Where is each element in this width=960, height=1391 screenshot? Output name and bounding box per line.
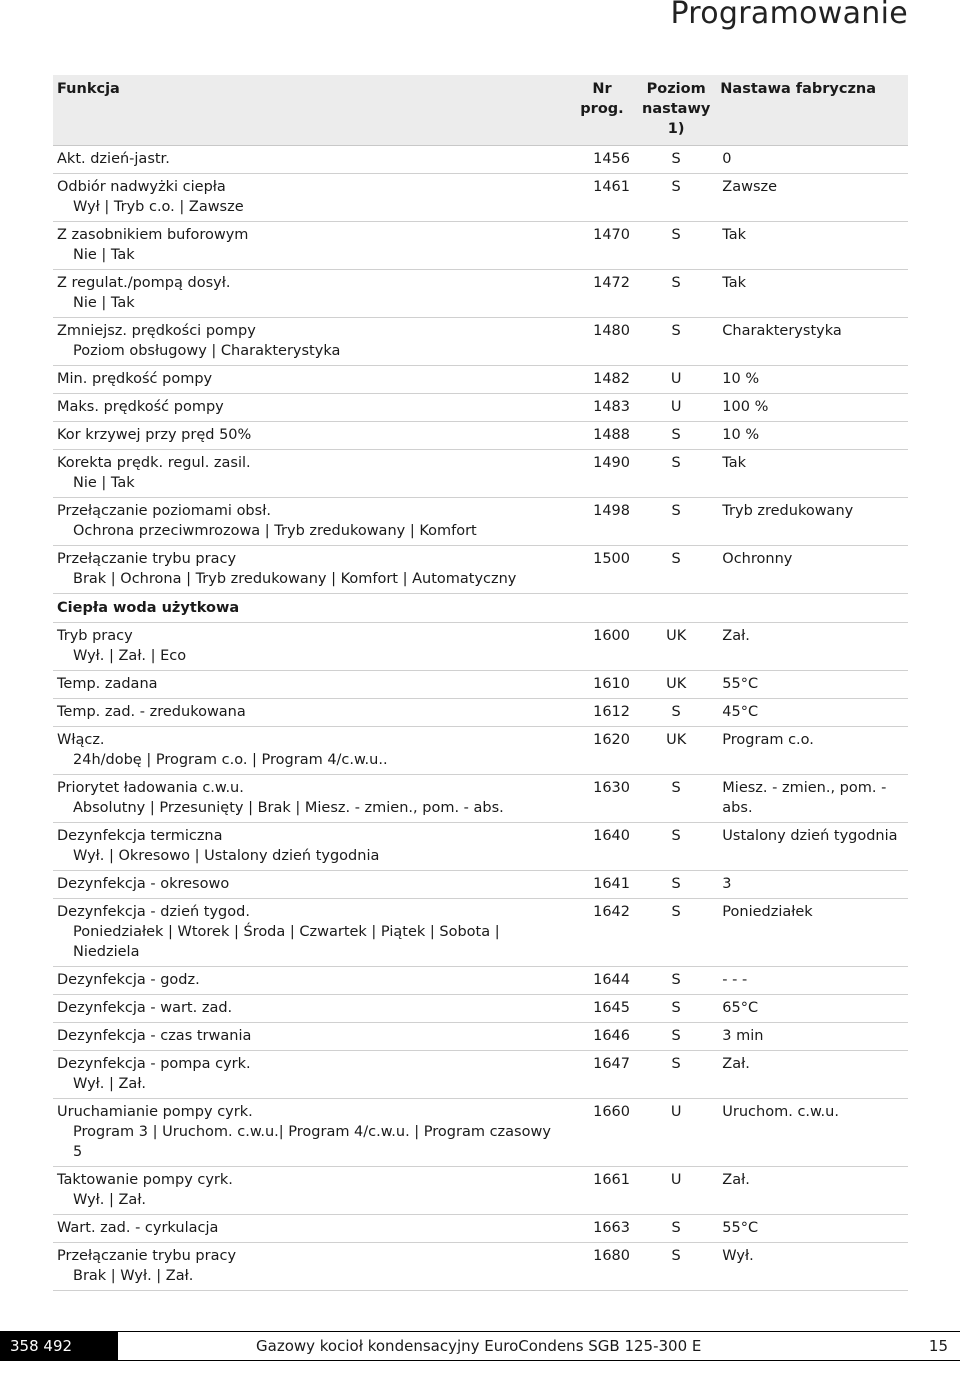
table-row — [53, 222, 908, 270]
function-cell — [53, 366, 566, 394]
header-level: Poziom nastawy 1) — [638, 75, 714, 146]
header-nr: Nr prog. — [566, 75, 638, 146]
program-number: 1610 — [566, 671, 638, 699]
factory-setting: - - - — [714, 967, 908, 995]
program-number: 1500 — [566, 546, 638, 594]
function-label: Temp. zadana — [57, 676, 158, 692]
function-options: Wył. | Zał. | Eco — [73, 648, 187, 664]
function-cell — [53, 671, 566, 699]
function-label: Przełączanie trybu pracy — [57, 1248, 237, 1264]
factory-setting: 65°C — [714, 995, 908, 1023]
setting-level: S — [638, 995, 714, 1023]
setting-level: U — [638, 1099, 714, 1167]
table-row — [53, 995, 908, 1023]
factory-setting: Zał. — [714, 1051, 908, 1099]
program-number: 1461 — [566, 174, 638, 222]
function-label: Kor krzywej przy pręd 50% — [57, 427, 252, 443]
factory-setting: 10 % — [714, 422, 908, 450]
function-cell — [53, 422, 566, 450]
program-number: 1488 — [566, 422, 638, 450]
setting-level: S — [638, 1023, 714, 1051]
function-cell — [53, 623, 566, 671]
factory-setting: Zał. — [714, 623, 908, 671]
factory-setting: 45°C — [714, 699, 908, 727]
function-options: Poniedziałek | Wtorek | Środa | Czwartek | Piątek | Sobota | Niedziela — [73, 924, 500, 960]
program-number: 1482 — [566, 366, 638, 394]
section-title: Ciepła woda użytkowa — [53, 594, 908, 623]
program-number: 1644 — [566, 967, 638, 995]
table-row — [53, 546, 908, 594]
setting-level: S — [638, 318, 714, 366]
function-options: Brak | Wył. | Zał. — [73, 1268, 194, 1284]
function-label: Uruchamianie pompy cyrk. — [57, 1104, 253, 1120]
setting-level: UK — [638, 671, 714, 699]
function-label: Maks. prędkość pompy — [57, 399, 224, 415]
table-row — [53, 623, 908, 671]
setting-level: S — [638, 422, 714, 450]
function-cell — [53, 394, 566, 422]
program-number: 1646 — [566, 1023, 638, 1051]
factory-setting: 3 — [714, 871, 908, 899]
function-cell — [53, 146, 566, 174]
function-cell — [53, 967, 566, 995]
program-number: 1498 — [566, 498, 638, 546]
function-cell — [53, 1051, 566, 1099]
setting-level: U — [638, 394, 714, 422]
function-label: Z zasobnikiem buforowym — [57, 227, 249, 243]
table-row — [53, 1099, 908, 1167]
function-label: Dezynfekcja - pompa cyrk. — [57, 1056, 251, 1072]
setting-level: S — [638, 146, 714, 174]
function-options: Wył. | Zał. — [73, 1192, 147, 1208]
function-label: Taktowanie pompy cyrk. — [57, 1172, 233, 1188]
table-row — [53, 775, 908, 823]
table-row — [53, 899, 908, 967]
function-label: Z regulat./pompą dosył. — [57, 275, 231, 291]
table-row — [53, 146, 908, 174]
page-number: 15 — [908, 1331, 960, 1361]
program-number: 1641 — [566, 871, 638, 899]
function-cell — [53, 995, 566, 1023]
program-number: 1647 — [566, 1051, 638, 1099]
function-options: Nie | Tak — [73, 247, 135, 263]
function-label: Przełączanie trybu pracy — [57, 551, 237, 567]
header-function: Funkcja — [53, 75, 566, 146]
function-label: Priorytet ładowania c.w.u. — [57, 780, 244, 796]
function-options: Absolutny | Przesunięty | Brak | Miesz. - zmien., pom. - abs. — [73, 800, 504, 816]
function-cell — [53, 871, 566, 899]
setting-level: U — [638, 366, 714, 394]
table-row — [53, 1243, 908, 1291]
function-cell — [53, 699, 566, 727]
setting-level: S — [638, 174, 714, 222]
program-number: 1630 — [566, 775, 638, 823]
function-label: Przełączanie poziomami obsł. — [57, 503, 271, 519]
table-body — [53, 146, 908, 1291]
program-number: 1661 — [566, 1167, 638, 1215]
function-cell — [53, 546, 566, 594]
function-options: Program 3 | Uruchom. c.w.u.| Program 4/c.w.u. | Program czasowy 5 — [73, 1124, 551, 1160]
setting-level: S — [638, 699, 714, 727]
factory-setting: Miesz. - zmien., pom. - abs. — [714, 775, 908, 823]
program-number: 1480 — [566, 318, 638, 366]
table-row — [53, 422, 908, 450]
program-number: 1483 — [566, 394, 638, 422]
function-cell — [53, 1243, 566, 1291]
function-cell — [53, 775, 566, 823]
factory-setting: Ustalony dzień tygodnia — [714, 823, 908, 871]
function-cell — [53, 1215, 566, 1243]
factory-setting: 0 — [714, 146, 908, 174]
program-number: 1456 — [566, 146, 638, 174]
program-number: 1642 — [566, 899, 638, 967]
program-number: 1660 — [566, 1099, 638, 1167]
program-number: 1472 — [566, 270, 638, 318]
program-number: 1663 — [566, 1215, 638, 1243]
factory-setting: 3 min — [714, 1023, 908, 1051]
table-row — [53, 318, 908, 366]
page-title: Programowanie — [670, 0, 908, 31]
function-cell — [53, 450, 566, 498]
function-cell — [53, 727, 566, 775]
table-row — [53, 394, 908, 422]
header-factory: Nastawa fabryczna — [714, 75, 908, 146]
table-row — [53, 699, 908, 727]
program-number: 1600 — [566, 623, 638, 671]
function-options: Wył. | Okresowo | Ustalony dzień tygodnia — [73, 848, 380, 864]
factory-setting: 55°C — [714, 1215, 908, 1243]
table-row — [53, 1167, 908, 1215]
setting-level: S — [638, 222, 714, 270]
factory-setting: 55°C — [714, 671, 908, 699]
setting-level: S — [638, 1243, 714, 1291]
table-row — [53, 823, 908, 871]
section-row — [53, 594, 908, 623]
function-label: Dezynfekcja - czas trwania — [57, 1028, 252, 1044]
table-row — [53, 450, 908, 498]
factory-setting: 10 % — [714, 366, 908, 394]
function-label: Dezynfekcja - wart. zad. — [57, 1000, 233, 1016]
setting-level: UK — [638, 623, 714, 671]
function-label: Dezynfekcja termiczna — [57, 828, 223, 844]
setting-level: S — [638, 450, 714, 498]
program-number: 1470 — [566, 222, 638, 270]
function-label: Min. prędkość pompy — [57, 371, 213, 387]
program-number: 1640 — [566, 823, 638, 871]
product-name: Gazowy kocioł kondensacyjny EuroCondens SGB 125-300 E — [118, 1331, 908, 1361]
factory-setting: Tak — [714, 222, 908, 270]
setting-level: S — [638, 775, 714, 823]
function-cell — [53, 899, 566, 967]
table-row — [53, 1215, 908, 1243]
program-number: 1490 — [566, 450, 638, 498]
factory-setting: Charakterystyka — [714, 318, 908, 366]
table-row — [53, 270, 908, 318]
function-options: Nie | Tak — [73, 475, 135, 491]
doc-number: 358 492 10.11 — [0, 1331, 118, 1361]
function-label: Wart. zad. - cyrkulacja — [57, 1220, 219, 1236]
function-label: Korekta prędk. regul. zasil. — [57, 455, 251, 471]
function-cell — [53, 318, 566, 366]
factory-setting: Wył. — [714, 1243, 908, 1291]
function-options: Poziom obsługowy | Charakterystyka — [73, 343, 341, 359]
function-label: Włącz. — [57, 732, 105, 748]
function-cell — [53, 498, 566, 546]
function-options: Ochrona przeciwmrozowa | Tryb zredukowany | Komfort — [73, 523, 477, 539]
table-row — [53, 498, 908, 546]
setting-level: S — [638, 498, 714, 546]
function-cell — [53, 1167, 566, 1215]
table-row — [53, 671, 908, 699]
table-row — [53, 366, 908, 394]
table-header-row — [53, 75, 908, 146]
factory-setting: Tak — [714, 270, 908, 318]
factory-setting: Uruchom. c.w.u. — [714, 1099, 908, 1167]
function-cell — [53, 222, 566, 270]
function-cell — [53, 1099, 566, 1167]
factory-setting: Zał. — [714, 1167, 908, 1215]
table-row — [53, 967, 908, 995]
program-number: 1612 — [566, 699, 638, 727]
table-row — [53, 1023, 908, 1051]
function-label: Dezynfekcja - dzień tygod. — [57, 904, 250, 920]
function-cell — [53, 1023, 566, 1051]
factory-setting: Tryb zredukowany — [714, 498, 908, 546]
table-row — [53, 174, 908, 222]
setting-level: S — [638, 546, 714, 594]
setting-level: U — [638, 1167, 714, 1215]
table-row — [53, 871, 908, 899]
setting-level: S — [638, 967, 714, 995]
function-label: Odbiór nadwyżki ciepła — [57, 179, 226, 195]
setting-level: S — [638, 1051, 714, 1099]
program-number: 1620 — [566, 727, 638, 775]
program-number: 1645 — [566, 995, 638, 1023]
function-label: Dezynfekcja - godz. — [57, 972, 200, 988]
function-options: 24h/dobę | Program c.o. | Program 4/c.w.u.. — [73, 752, 388, 768]
table-row — [53, 727, 908, 775]
factory-setting: 100 % — [714, 394, 908, 422]
function-label: Zmniejsz. prędkości pompy — [57, 323, 256, 339]
setting-level: UK — [638, 727, 714, 775]
factory-setting: Ochronny — [714, 546, 908, 594]
setting-level: S — [638, 823, 714, 871]
factory-setting: Zawsze — [714, 174, 908, 222]
function-options: Brak | Ochrona | Tryb zredukowany | Komfort | Automatyczny — [73, 571, 517, 587]
setting-level: S — [638, 871, 714, 899]
function-options: Wył | Tryb c.o. | Zawsze — [73, 199, 244, 215]
page-footer — [0, 1331, 960, 1385]
factory-setting: Program c.o. — [714, 727, 908, 775]
setting-level: S — [638, 1215, 714, 1243]
setting-level: S — [638, 270, 714, 318]
function-options: Wył. | Zał. — [73, 1076, 147, 1092]
function-options: Nie | Tak — [73, 295, 135, 311]
function-cell — [53, 174, 566, 222]
table-row — [53, 1051, 908, 1099]
factory-setting: Poniedziałek — [714, 899, 908, 967]
function-label: Akt. dzień-jastr. — [57, 151, 170, 167]
function-label: Tryb pracy — [57, 628, 133, 644]
settings-table — [53, 75, 908, 1291]
function-cell — [53, 823, 566, 871]
setting-level: S — [638, 899, 714, 967]
factory-setting: Tak — [714, 450, 908, 498]
function-label: Temp. zad. - zredukowana — [57, 704, 246, 720]
function-label: Dezynfekcja - okresowo — [57, 876, 230, 892]
program-number: 1680 — [566, 1243, 638, 1291]
function-cell — [53, 270, 566, 318]
